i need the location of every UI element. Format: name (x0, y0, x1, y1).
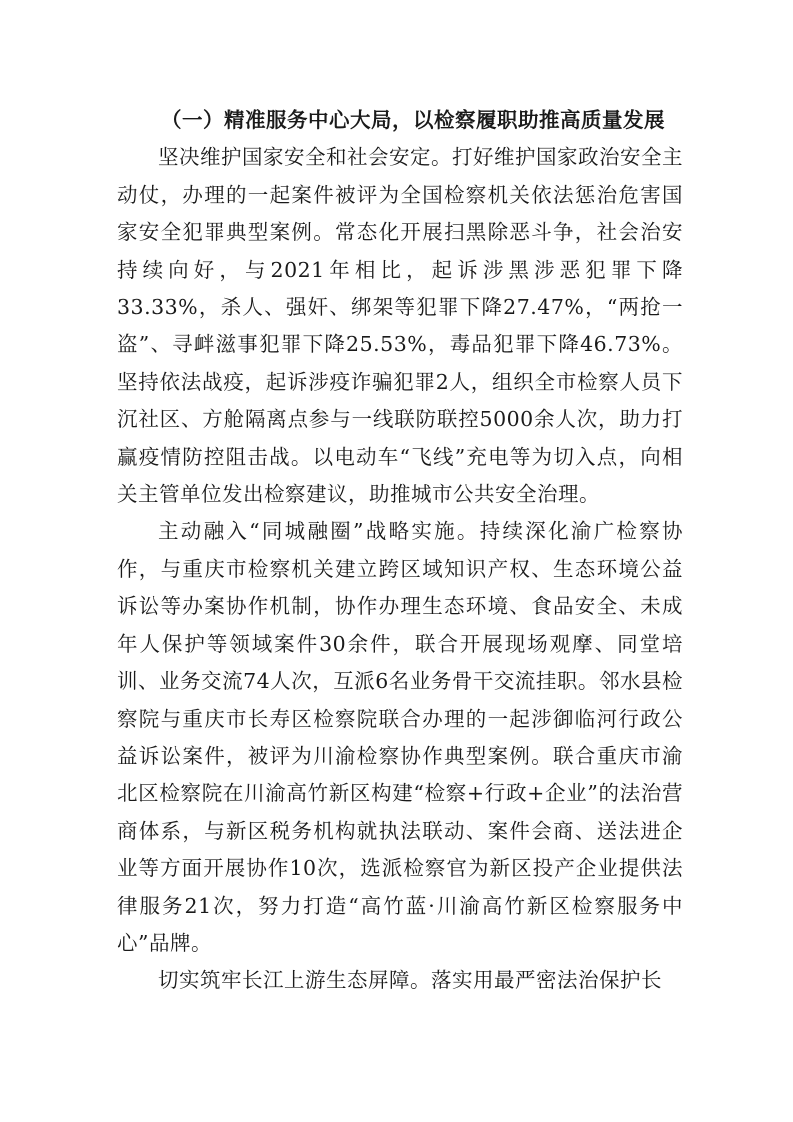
section-heading: （一）精准服务中心大局，以检察履职助推高质量发展 (161, 108, 665, 132)
page-content (117, 102, 683, 1000)
paragraph-ecology: 切实筑牢长江上游生态屏障。落实用最严密法治保护长 (158, 968, 662, 993)
paragraph-national-security: 坚决维护国家安全和社会安定。打好维护国家政治安全主动仗，办理的一起案件被评为全国检察机关依法惩治危害国家安全犯罪典型案例。常态化开展扫黑除恶斗争，社会治安持续向好，与2021年相比，起诉涉黑涉恶犯罪下降33.33%，杀人、强奸、绑架等犯罪下降27.47%，“两抢一盗”、寻衅滋事犯罪下降25.53%，毒品犯罪下降46.73%。坚持依法战疫，起诉涉疫诈骗犯罪2人，组织全市检察人员下沉社区、方舱隔离点参与一线联防联控5000余人次，助力打赢疫情防控阻击战。以电动车“飞线”充电等为切入点，向相关主管单位发出检察建议，助推城市公共安全治理。 (117, 145, 683, 507)
paragraph-city-integration: 主动融入“同城融圈”战略实施。持续深化渝广检察协作，与重庆市检察机关建立跨区域知识产权、生态环境公益诉讼等办案协作机制，协作办理生态环境、食品安全、未成年人保护等领域案件30余件，联合开展现场观摩、同堂培训、业务交流74人次，互派6名业务骨干交流挂职。邻水县检察院与重庆市长寿区检察院联合办理的一起涉御临河行政公益诉讼案件，被评为川渝检察协作典型案例。联合重庆市渝北区检察院在川渝高竹新区构建“检察+行政+企业”的法治营商体系，与新区税务机构就执法联动、案件会商、送法进企业等方面开展协作10次，选派检察官为新区投产企业提供法律服务21次，努力打造“高竹蓝·川渝高竹新区检察服务中心”品牌。 (117, 519, 683, 955)
